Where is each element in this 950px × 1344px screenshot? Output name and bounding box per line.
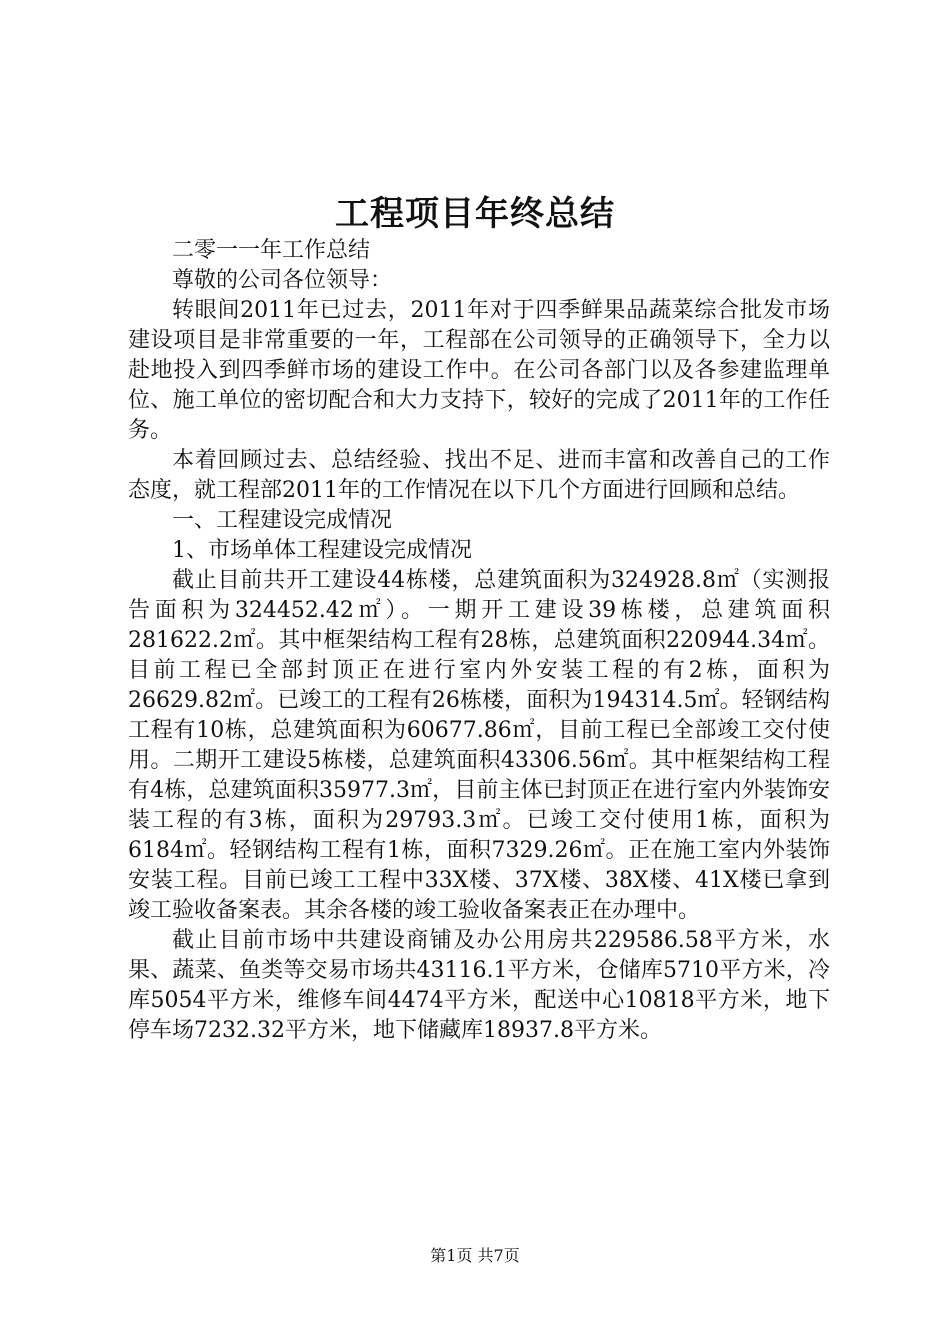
intro-paragraph: 转眼间2011年已过去，2011年对于四季鲜果品蔬菜综合批发市场建设项目是非常重要的一年，工程部在公司领导的正确领导下，全力以赴地投入到四季鲜市场的建设工作中。在公司各部门以及各参建监理单位、施工单位的密切配合和大力支持下，较好的完成了2011年的工作任务。 (128, 298, 830, 443)
salutation-paragraph: 尊敬的公司各位领导： (172, 268, 393, 293)
document-title: 工程项目年终总结 (335, 194, 615, 234)
section-heading: 一、工程建设完成情况 (172, 508, 393, 533)
area-summary-paragraph: 截止目前市场中共建设商铺及办公用房共229586.58平方米，水果、蔬菜、鱼类等交易市场共43116.1平方米，仓储库5710平方米，冷库5054平方米，维修车间4474平方米，配送中心10818平方米，地下停车场7232.32平方米，地下储藏库18937.8平方米。 (128, 928, 830, 1043)
subtitle-paragraph: 二零一一年工作总结 (172, 238, 371, 263)
construction-details-paragraph: 截止目前共开工建设44栋楼，总建筑面积为324928.8㎡（实测报告面积为324452.42㎡）。一期开工建设39栋楼，总建筑面积281622.2㎡。其中框架结构工程有28栋，总建筑面积220944.34㎡。目前工程已全部封顶正在进行室内外安装工程的有2栋，面积为26629.82㎡。已竣工的工程有26栋楼，面积为194314.5㎡。轻钢结构工程有10栋，总建筑面积为60677.86㎡，目前工程已全部竣工交付使用。二期开工建设5栋楼，总建筑面积43306.56㎡。其中框架结构工程有4栋，总建筑面积35977.3㎡，目前主体已封顶正在进行室内外装饰安装工程的有3栋，面积为29793.3㎡。已竣工交付使用1栋，面积为6184㎡。轻钢结构工程有1栋，面积7329.26㎡。正在施工室内外装饰安装工程。目前已竣工工程中33X楼、37X楼、38X楼、41X楼已拿到竣工验收备案表。其余各楼的竣工验收备案表正在办理中。 (128, 568, 830, 923)
document-body (128, 236, 830, 1046)
review-paragraph: 本着回顾过去、总结经验、找出不足、进而丰富和改善自己的工作态度，就工程部2011年的工作情况在以下几个方面进行回顾和总结。 (128, 448, 830, 503)
subsection-heading: 1、市场单体工程建设完成情况 (172, 538, 472, 563)
page-footer: 第1页 共7页 (430, 1246, 520, 1265)
